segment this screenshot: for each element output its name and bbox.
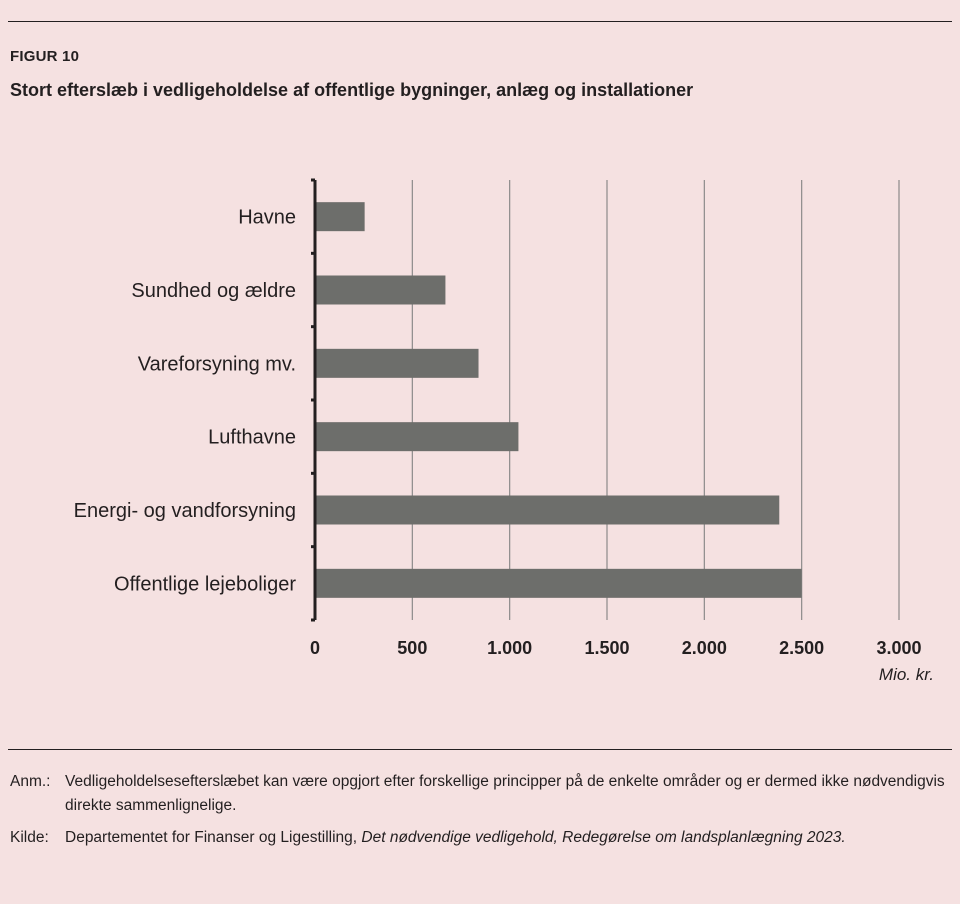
x-tick-label-5: 2.500 [779,638,825,658]
x-tick-label-6: 3.000 [876,638,922,658]
category-label-1: Sundhed og ældre [131,280,296,302]
bar-3 [315,422,518,451]
bar-0 [315,202,365,231]
note-kilde-source: Departementet for Finanser og Ligestilling, [65,829,362,846]
bar-2 [315,349,479,378]
note-anm-text: Vedligeholdelsesefterslæbet kan være opgjort efter forskellige principper på de enkelte områder og er dermed ikke nødvendigvis direkte sammenlignelige. [65,773,945,814]
x-tick-labels [310,638,922,658]
note-anm [10,770,950,818]
bar-1 [315,276,445,305]
note-kilde-text [65,826,950,850]
note-kilde-publication: Det nødvendige vedligehold, Redegørelse om landsplanlægning 2023. [361,829,846,846]
x-axis-unit: Mio. kr. [878,665,934,684]
category-label-3: Lufthavne [208,426,296,449]
x-tick-label-2: 1.000 [487,638,533,658]
x-tick-label-0: 0 [309,638,321,658]
category-label-0: Havne [238,206,296,229]
bar-4 [315,496,779,525]
note-anm-key: Anm.: [10,773,51,790]
notes [10,770,950,858]
category-labels [74,207,297,596]
x-tick-label-3: 1.500 [584,638,630,658]
note-kilde-key: Kilde: [10,829,49,846]
y-axis [311,180,315,620]
x-tick-label-1: 500 [397,638,428,658]
note-kilde [10,826,950,850]
category-label-5: Offentlige lejeboliger [114,573,296,596]
category-label-4: Energi- og vandforsyning [73,500,296,522]
grid-lines [412,180,899,620]
x-tick-label-4: 2.000 [681,638,727,658]
bar-5 [315,569,802,598]
figure-title: Stort efterslæb i vedligeholdelse af offentlige bygninger, anlæg og installationer [10,80,694,100]
bars [315,202,802,598]
bottom-rule [8,749,952,750]
category-label-2: Vareforsyning mv. [137,353,296,376]
figure-label: FIGUR 10 [10,48,80,65]
